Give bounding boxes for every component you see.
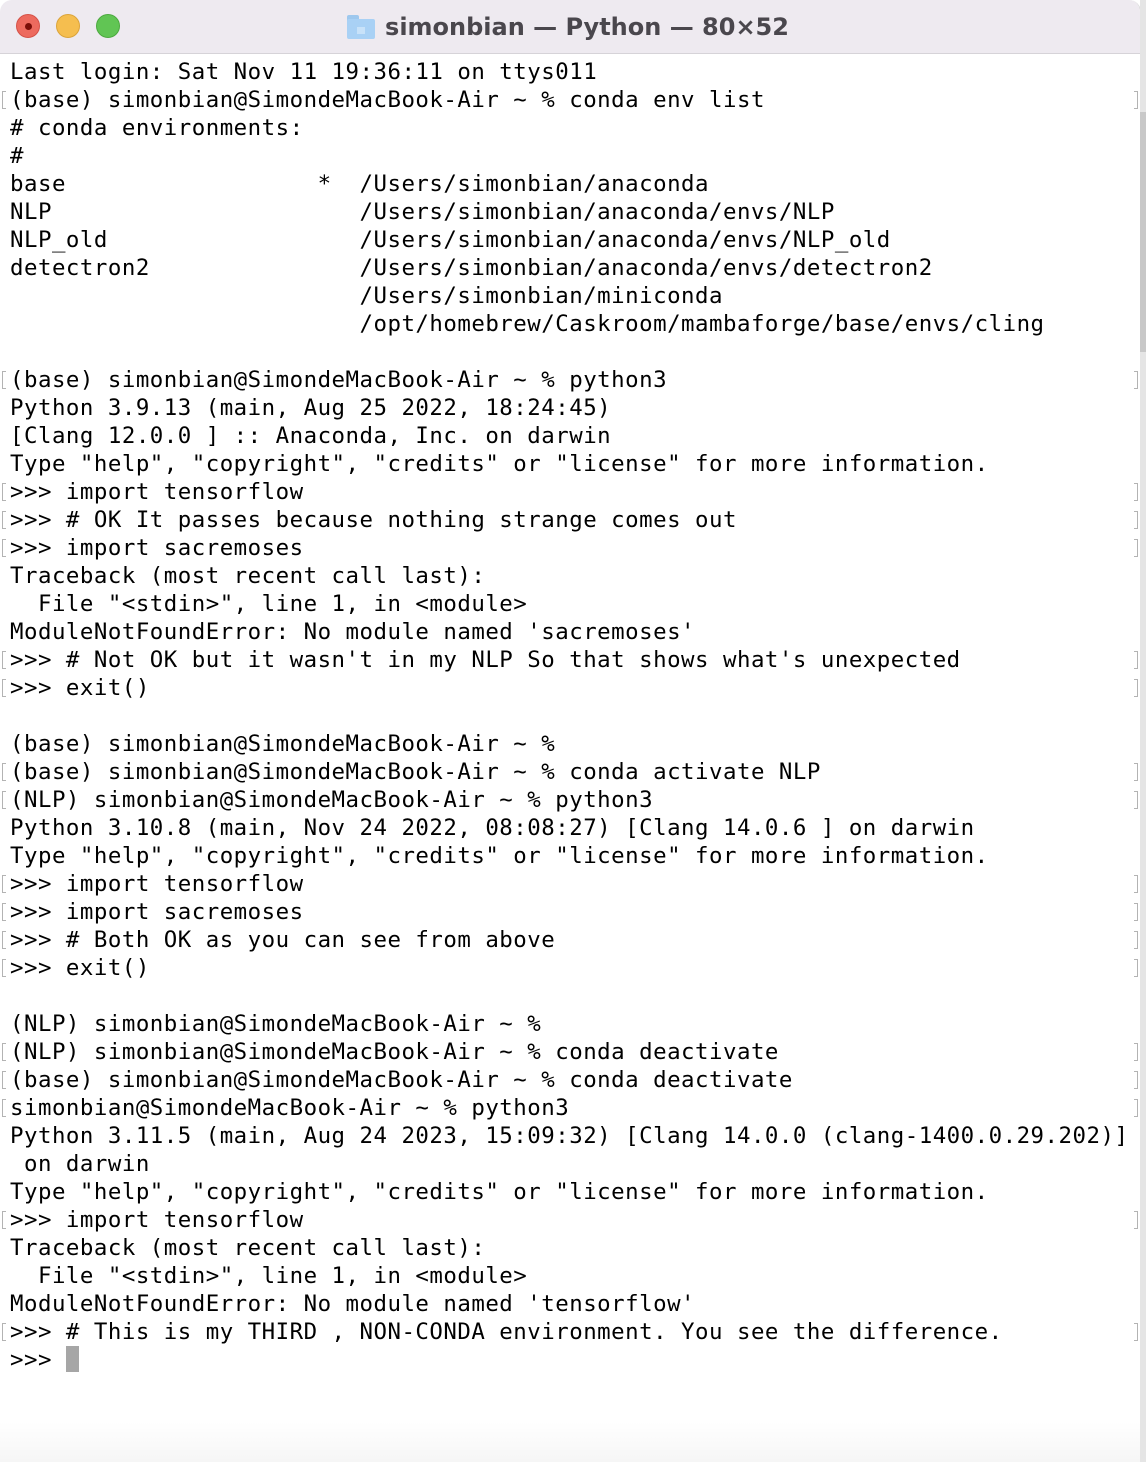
terminal-line xyxy=(0,1066,1140,1094)
terminal-line-text: detectron2 /Users/simonbian/anaconda/envs/detectron2 xyxy=(10,255,933,281)
terminal-line xyxy=(0,1178,1140,1206)
terminal-line-text: (NLP) simonbian@SimondeMacBook-Air ~ % python3 xyxy=(10,787,654,813)
command-mark-left xyxy=(2,1043,6,1061)
command-mark-right xyxy=(1134,1071,1138,1089)
command-mark-left xyxy=(2,91,6,109)
terminal-line-text: on darwin xyxy=(10,1151,150,1177)
bottom-fade xyxy=(0,1422,1140,1462)
terminal-line-text: Type "help", "copyright", "credits" or "license" for more information. xyxy=(10,451,989,477)
command-mark-right xyxy=(1134,1043,1138,1061)
terminal-line-text: Python 3.10.8 (main, Nov 24 2022, 08:08:27) [Clang 14.0.6 ] on darwin xyxy=(10,815,975,841)
terminal-line-text: /Users/simonbian/miniconda xyxy=(10,283,723,309)
terminal-line xyxy=(0,226,1140,254)
terminal-line-text: File "<stdin>", line 1, in <module> xyxy=(10,591,528,617)
terminal-line xyxy=(0,1262,1140,1290)
terminal-line xyxy=(0,870,1140,898)
scrollbar[interactable] xyxy=(1140,0,1146,1462)
terminal-line-text: # conda environments: xyxy=(10,115,304,141)
terminal-line-text: simonbian@SimondeMacBook-Air ~ % python3 xyxy=(10,1095,570,1121)
terminal-line xyxy=(0,842,1140,870)
terminal-line xyxy=(0,366,1140,394)
terminal-line-text: [Clang 12.0.0 ] :: Anaconda, Inc. on darwin xyxy=(10,423,612,449)
terminal-line-text: (base) simonbian@SimondeMacBook-Air ~ % conda deactivate xyxy=(10,1067,793,1093)
terminal-line xyxy=(0,646,1140,674)
terminal-line xyxy=(0,1122,1140,1150)
terminal-line-text: >>> exit() xyxy=(10,675,150,701)
terminal-line-text: Traceback (most recent call last): xyxy=(10,1235,486,1261)
command-mark-left xyxy=(2,1071,6,1089)
command-mark-right xyxy=(1134,1211,1138,1229)
terminal-line xyxy=(0,814,1140,842)
terminal-line-text: base * /Users/simonbian/anaconda xyxy=(10,171,710,197)
terminal-line xyxy=(0,898,1140,926)
command-mark-right xyxy=(1134,679,1138,697)
command-mark-right xyxy=(1134,651,1138,669)
command-mark-right xyxy=(1134,1323,1138,1341)
terminal-line xyxy=(0,1150,1140,1178)
command-mark-left xyxy=(2,959,6,977)
terminal-line xyxy=(0,198,1140,226)
terminal-line xyxy=(0,1038,1140,1066)
prompt-text: >>> xyxy=(10,1347,66,1373)
command-mark-right xyxy=(1134,483,1138,501)
terminal-line-text: (base) simonbian@SimondeMacBook-Air ~ % conda activate NLP xyxy=(10,759,821,785)
terminal-line-text: >>> import tensorflow xyxy=(10,1207,304,1233)
terminal-line xyxy=(0,1206,1140,1234)
terminal-line xyxy=(0,1010,1140,1038)
terminal-line-text: (base) simonbian@SimondeMacBook-Air ~ % xyxy=(10,731,556,757)
terminal-line xyxy=(0,730,1140,758)
terminal-line-text: Last login: Sat Nov 11 19:36:11 on ttys011 xyxy=(10,59,598,85)
command-mark-right xyxy=(1134,371,1138,389)
command-mark-right xyxy=(1134,875,1138,893)
command-mark-right xyxy=(1134,959,1138,977)
terminal-line-text: NLP /Users/simonbian/anaconda/envs/NLP xyxy=(10,199,835,225)
terminal-line xyxy=(0,702,1140,730)
command-mark-left xyxy=(2,903,6,921)
terminal-line-text: # xyxy=(10,143,24,169)
terminal-line-text: Traceback (most recent call last): xyxy=(10,563,486,589)
command-mark-left xyxy=(2,511,6,529)
command-mark-left xyxy=(2,931,6,949)
terminal-line xyxy=(0,534,1140,562)
command-mark-left xyxy=(2,539,6,557)
command-mark-left xyxy=(2,679,6,697)
scrollbar-thumb[interactable] xyxy=(1140,112,1146,352)
terminal-line-text: >>> exit() xyxy=(10,955,150,981)
terminal-line-text: ModuleNotFoundError: No module named 'sacremoses' xyxy=(10,619,696,645)
terminal-line-text: Python 3.11.5 (main, Aug 24 2023, 15:09:32) [Clang 14.0.0 (clang-1400.0.29.202)] xyxy=(10,1123,1129,1149)
terminal-line-text: (base) simonbian@SimondeMacBook-Air ~ % conda env list xyxy=(10,87,765,113)
terminal-line xyxy=(0,926,1140,954)
terminal-line xyxy=(0,506,1140,534)
terminal-line xyxy=(0,674,1140,702)
command-mark-right xyxy=(1134,791,1138,809)
terminal-line-text: (NLP) simonbian@SimondeMacBook-Air ~ % xyxy=(10,1011,542,1037)
title-bar[interactable] xyxy=(0,0,1140,54)
terminal-line-text: NLP_old /Users/simonbian/anaconda/envs/NLP_old xyxy=(10,227,891,253)
terminal-line xyxy=(0,114,1140,142)
command-mark-right xyxy=(1134,539,1138,557)
terminal-line xyxy=(0,422,1140,450)
terminal-line-text: >>> # Both OK as you can see from above xyxy=(10,927,556,953)
terminal-line-text: ModuleNotFoundError: No module named 'tensorflow' xyxy=(10,1291,696,1317)
terminal-line-text: >>> import sacremoses xyxy=(10,899,304,925)
command-mark-right xyxy=(1134,91,1138,109)
active-prompt-line[interactable] xyxy=(0,1346,1140,1374)
window-title xyxy=(0,0,1140,53)
command-mark-left xyxy=(2,1099,6,1117)
terminal-line xyxy=(0,618,1140,646)
window-title-text: simonbian — Python — 80×52 xyxy=(385,12,789,41)
terminal-line-text: >>> # OK It passes because nothing strange comes out xyxy=(10,507,737,533)
terminal-line xyxy=(0,590,1140,618)
terminal-line-text: File "<stdin>", line 1, in <module> xyxy=(10,1263,528,1289)
terminal-line xyxy=(0,394,1140,422)
terminal-line xyxy=(0,562,1140,590)
terminal-line xyxy=(0,170,1140,198)
command-mark-right xyxy=(1134,763,1138,781)
command-mark-right xyxy=(1134,1099,1138,1117)
terminal-line-text: >>> import tensorflow xyxy=(10,479,304,505)
terminal-line xyxy=(0,478,1140,506)
command-mark-right xyxy=(1134,511,1138,529)
terminal-line xyxy=(0,954,1140,982)
command-mark-right xyxy=(1134,931,1138,949)
command-mark-left xyxy=(2,1323,6,1341)
terminal-line-text: Type "help", "copyright", "credits" or "license" for more information. xyxy=(10,1179,989,1205)
terminal-line xyxy=(0,786,1140,814)
terminal-line xyxy=(0,758,1140,786)
command-mark-left xyxy=(2,875,6,893)
command-mark-left xyxy=(2,483,6,501)
command-mark-left xyxy=(2,651,6,669)
terminal-line-text: >>> import sacremoses xyxy=(10,535,304,561)
terminal-line xyxy=(0,282,1140,310)
terminal-line xyxy=(0,450,1140,478)
terminal-line-text: Python 3.9.13 (main, Aug 25 2022, 18:24:45) xyxy=(10,395,612,421)
terminal-line xyxy=(0,1318,1140,1346)
command-mark-left xyxy=(2,371,6,389)
terminal-line xyxy=(0,338,1140,366)
terminal-line-text: Type "help", "copyright", "credits" or "license" for more information. xyxy=(10,843,989,869)
terminal-line xyxy=(0,86,1140,114)
terminal-line xyxy=(0,58,1140,86)
terminal-line-text: (NLP) simonbian@SimondeMacBook-Air ~ % conda deactivate xyxy=(10,1039,779,1065)
terminal-line xyxy=(0,310,1140,338)
terminal-line xyxy=(0,1094,1140,1122)
terminal-line xyxy=(0,1234,1140,1262)
terminal-line xyxy=(0,1290,1140,1318)
text-cursor xyxy=(66,1346,79,1372)
terminal-line-text: (base) simonbian@SimondeMacBook-Air ~ % python3 xyxy=(10,367,668,393)
terminal-output[interactable] xyxy=(0,58,1140,1374)
terminal-line xyxy=(0,254,1140,282)
terminal-line-text: /opt/homebrew/Caskroom/mambaforge/base/envs/cling xyxy=(10,311,1045,337)
command-mark-right xyxy=(1134,903,1138,921)
terminal-line xyxy=(0,142,1140,170)
terminal-line-text: >>> import tensorflow xyxy=(10,871,304,897)
terminal-line-text: >>> # Not OK but it wasn't in my NLP So that shows what's unexpected xyxy=(10,647,961,673)
command-mark-left xyxy=(2,763,6,781)
terminal-line-text: >>> # This is my THIRD , NON-CONDA environment. You see the difference. xyxy=(10,1319,1003,1345)
home-folder-icon xyxy=(347,15,375,39)
terminal-line xyxy=(0,982,1140,1010)
command-mark-left xyxy=(2,1211,6,1229)
command-mark-left xyxy=(2,791,6,809)
